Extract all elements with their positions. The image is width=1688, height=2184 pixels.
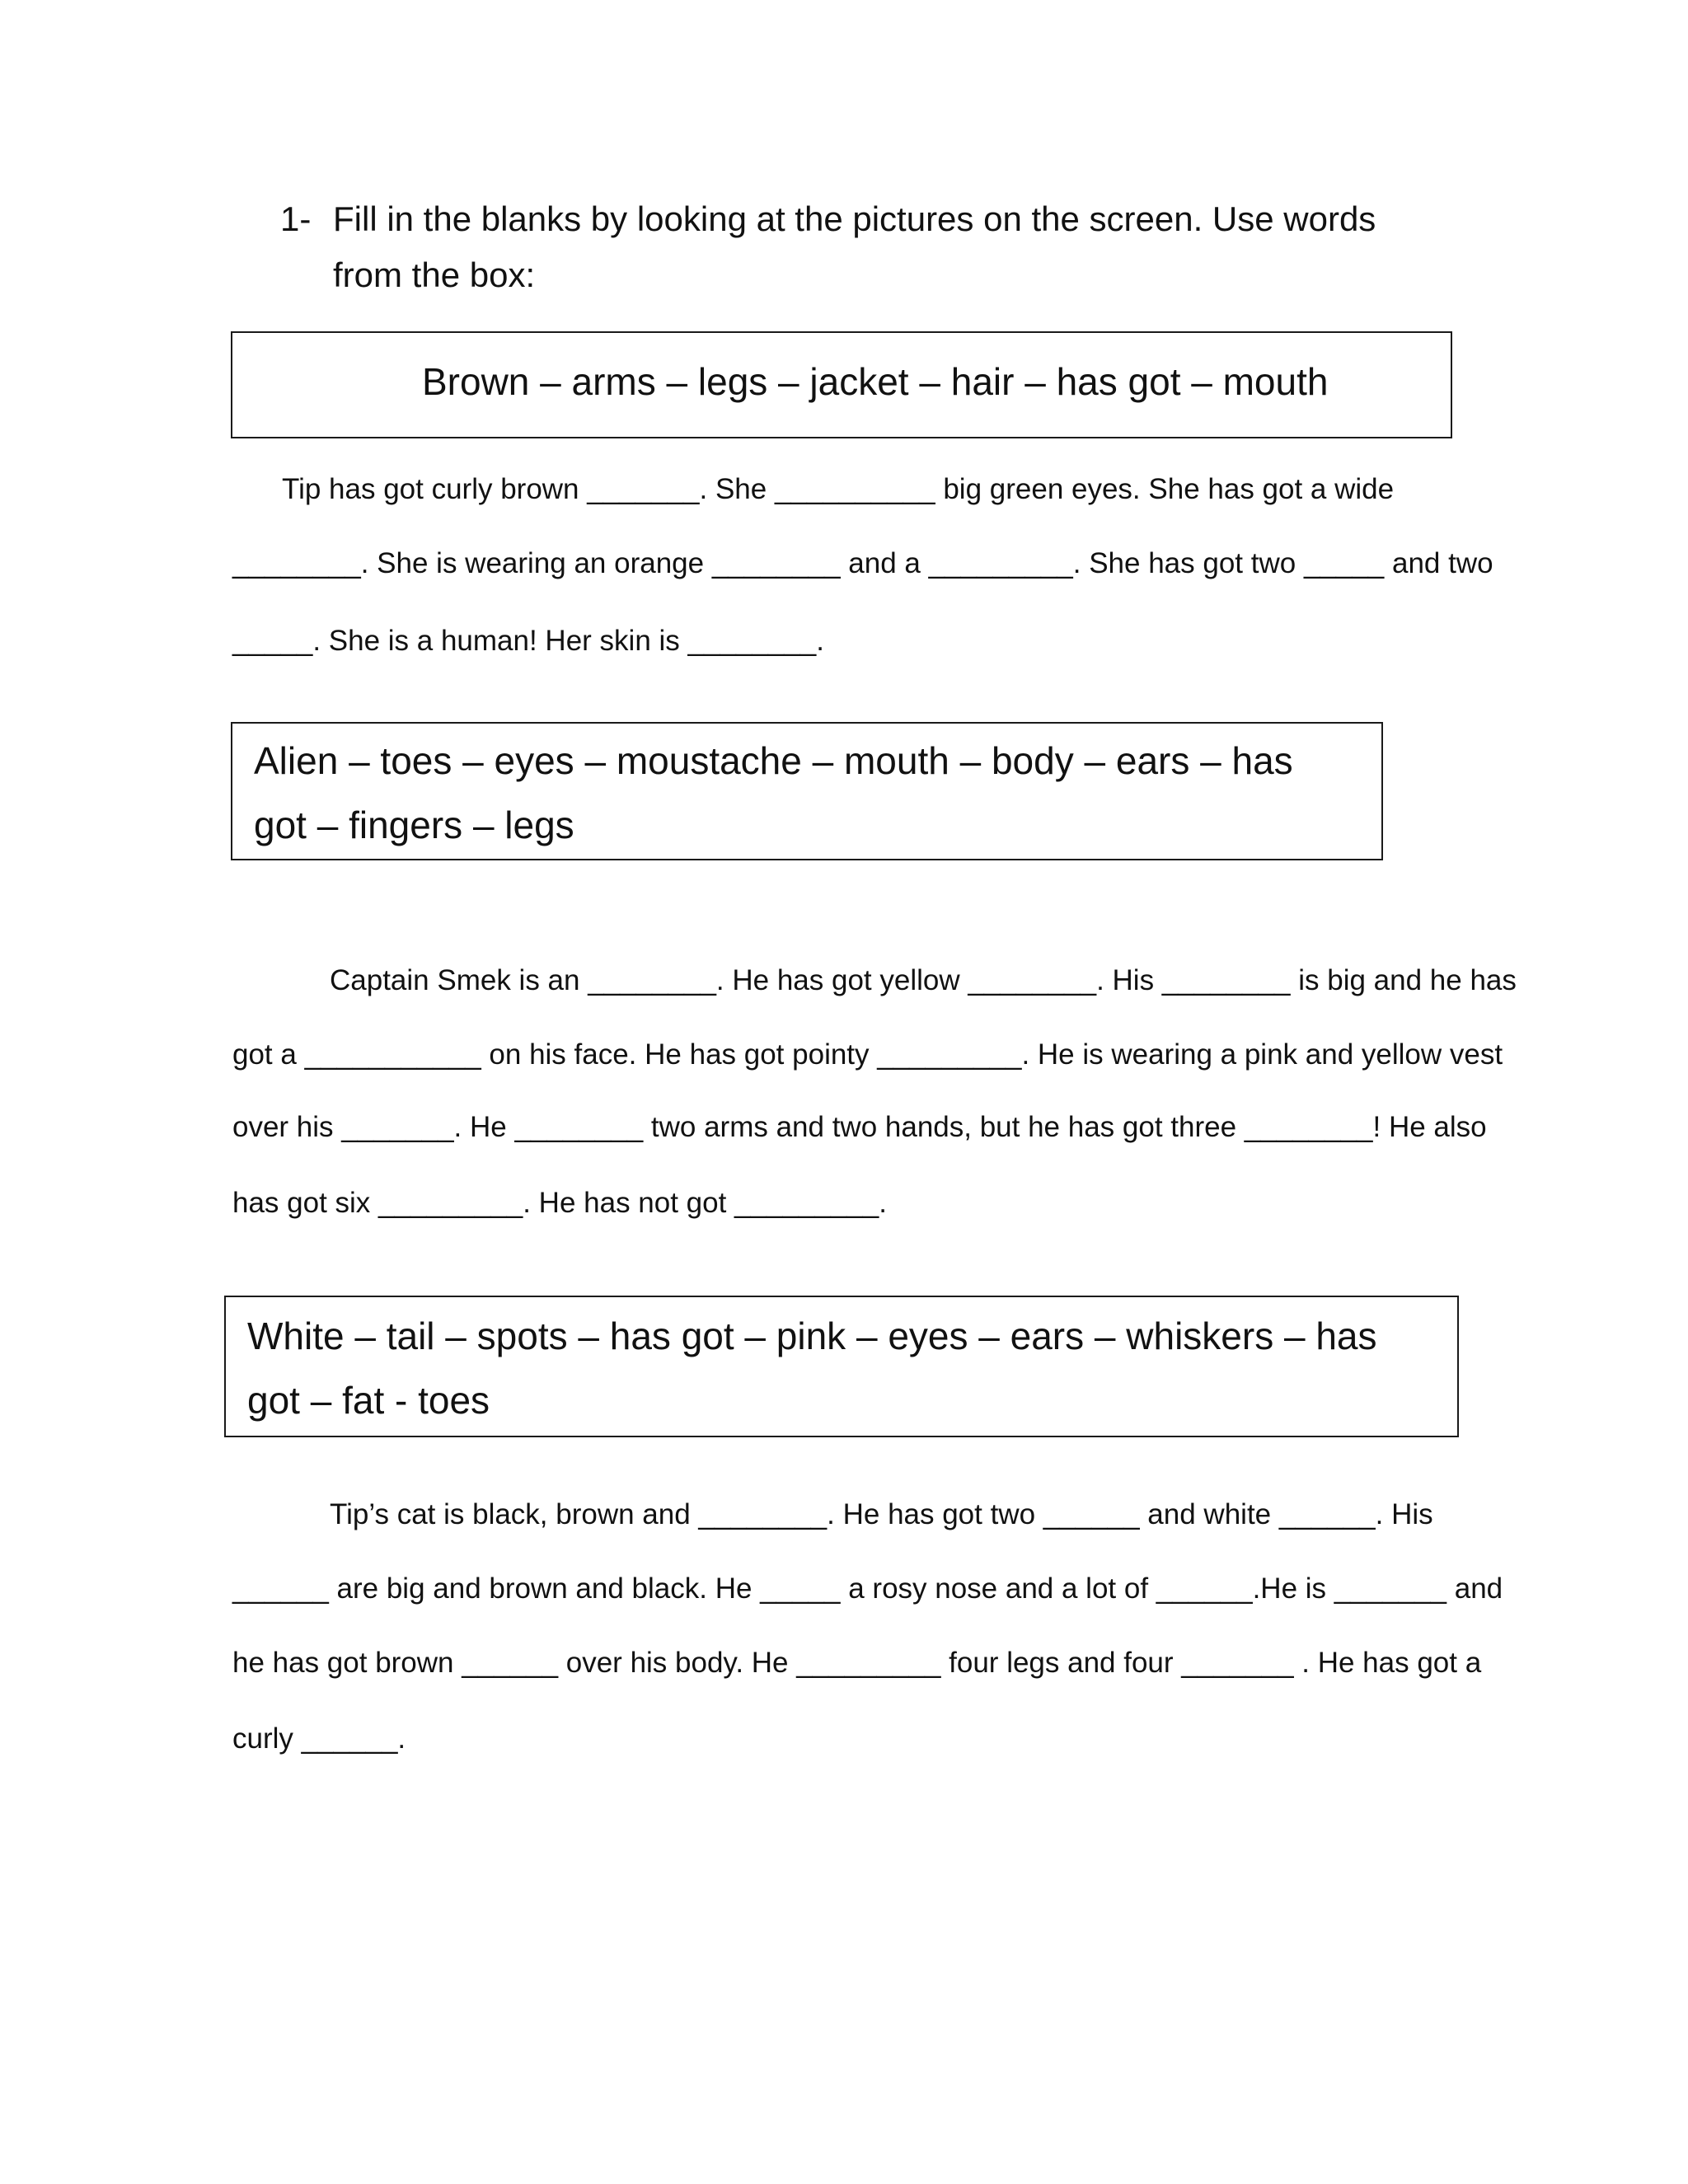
- paragraph-2-line-1: Captain Smek is an ________. He has got yellow ________. His ________ is big and he has: [330, 964, 1517, 996]
- paragraph-3-line-3: he has got brown ______ over his body. He _________ four legs and four _______ . He has got a: [232, 1647, 1482, 1679]
- word-box-2: [231, 722, 1383, 860]
- word-box-2-line-2: got – fingers – legs: [254, 804, 574, 846]
- paragraph-1-line-3: _____. She is a human! Her skin is ________.: [232, 625, 824, 657]
- paragraph-2-line-4: has got six _________. He has not got _________.: [232, 1187, 887, 1219]
- paragraph-3-line-2: ______ are big and brown and black. He _____ a rosy nose and a lot of ______.He is _______ and: [232, 1572, 1503, 1605]
- paragraph-3-line-4: curly ______.: [232, 1722, 406, 1755]
- word-box-2-line-1: Alien – toes – eyes – moustache – mouth – body – ears – has: [254, 739, 1293, 782]
- instruction: [280, 191, 1434, 303]
- paragraph-2-line-2: got a ___________ on his face. He has got pointy _________. He is wearing a pink and yellow vest: [232, 1038, 1503, 1071]
- paragraph-2-line-3: over his _______. He ________ two arms and two hands, but he has got three ________! He also: [232, 1111, 1487, 1143]
- word-box-1: [231, 331, 1452, 438]
- paragraph-1-line-1: Tip has got curly brown _______. She __________ big green eyes. She has got a wide: [282, 473, 1395, 505]
- word-box-1-words: Brown – arms – legs – jacket – hair – has got – mouth: [422, 360, 1329, 403]
- paragraph-3-line-1: Tip’s cat is black, brown and ________. He has got two ______ and white ______. His: [330, 1498, 1433, 1530]
- instruction-line-2: from the box:: [333, 255, 536, 294]
- word-box-3: [224, 1296, 1459, 1437]
- word-box-3-line-2: got – fat - toes: [247, 1379, 490, 1422]
- instruction-line-1: Fill in the blanks by looking at the pictures on the screen. Use words: [333, 199, 1376, 238]
- instruction-number: 1-: [280, 199, 312, 238]
- paragraph-1-line-2: ________. She is wearing an orange ________ and a _________. She has got two _____ and two: [232, 547, 1493, 579]
- word-box-3-line-1: White – tail – spots – has got – pink – eyes – ears – whiskers – has: [247, 1315, 1377, 1357]
